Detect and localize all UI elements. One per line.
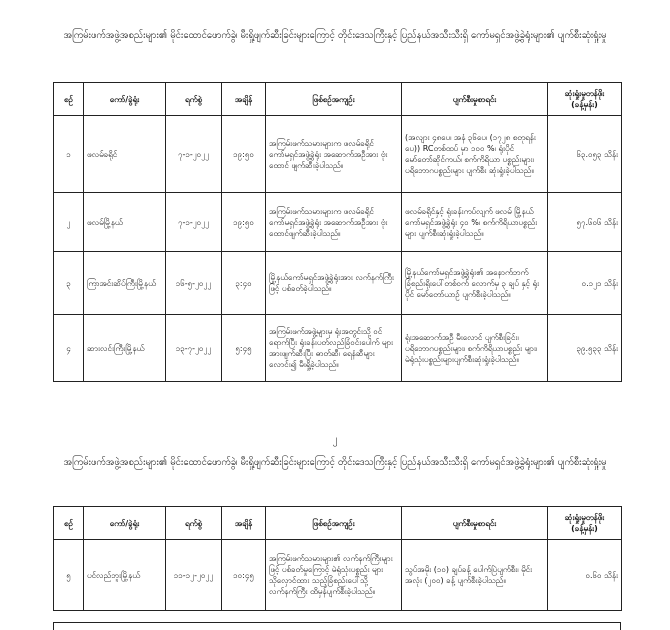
row-number: ၄ (54, 315, 84, 382)
row-number: ၁ (54, 116, 84, 193)
loss-value: ၆၃.၀၅၃ သိန်း (548, 116, 622, 193)
incident-date: ၁၆-၅-၂၀၂၂ (166, 252, 222, 315)
incident-date: ၁၃-၇-၂၀၂၂ (166, 315, 222, 382)
incident-date: ၇-၁-၂၀၂၂ (166, 193, 222, 252)
col-header-summary: ဖြစ်စဉ်အကျဉ်း (266, 507, 402, 540)
incident-time: ၁၉:၅၀ (222, 193, 266, 252)
col-header-time: အချိန် (222, 83, 266, 116)
incident-date: ၇-၁-၂၀၂၂ (166, 116, 222, 193)
loss-value: ၀.၁၂၁ သိန်း (548, 252, 622, 315)
damage-table-continued (53, 506, 622, 611)
page-number: ၂ (332, 434, 338, 445)
office-name: ပင်လည်ဘူးမြို့နယ် (84, 540, 166, 611)
col-header-time: အချိန် (222, 507, 266, 540)
row-number: ၅ (54, 540, 84, 611)
table-row (54, 116, 622, 193)
table-row (54, 540, 622, 611)
document-title-repeat: အကြမ်းဖက်အဖွဲ့အစည်းများ၏ မိုင်းထောင်ဖောက်ခွဲ၊ မီးရှို့ဖျက်ဆီးခြင်းများကြောင့် တိုင်းဒေသကြီးနှင့် ပြည်နယ်အသီးသီးရှိ ကော်မရှင်အဖွဲ့ခွဲရုံးများ၏ ပျက်စီးဆုံးရှုံးမှု (63, 457, 607, 468)
incident-summary: အကြမ်းဖက်သမားများက ဖလမ်ခရိုင်ကော်မရှင်အဖွဲ့ခွဲရုံး အဆောက်အဦအား ဗုံးထောင်ဖျက်ဆီးခဲ့ပါသည်။ (266, 193, 402, 252)
col-header-loss: ဆုံးရှုံးမှုတန်ဖိုး (ခန့်မှန်း) (548, 83, 622, 116)
office-name: ကြာအင်းဆိပ်ကြီးမြို့နယ် (84, 252, 166, 315)
row-number: ၃ (54, 252, 84, 315)
col-header-summary: ဖြစ်စဉ်အကျဉ်း (266, 83, 402, 116)
col-header-no: စဉ် (54, 507, 84, 540)
col-header-damage: ပျက်စီးမှုစာရင်း (402, 507, 548, 540)
incident-time: ၅:၄၅ (222, 315, 266, 382)
table-row (54, 315, 622, 382)
damage-list: မြို့နယ်ကော်မရှင်အဖွဲ့ခွဲရုံး၏ အနောက်ဘက် ခြံစည်းရိုးပေါ်တစ်ဝက် လောက်မှ ၃ ချပ် နှင့် ရုံးပိုင် မော်တော်ယာဉ် ပျက်စီးခဲ့ပါသည်။ (402, 252, 548, 315)
document-title: အကြမ်းဖက်အဖွဲ့အစည်းများ၏ မိုင်းထောင်ဖောက်ခွဲ၊ မီးရှို့ဖျက်ဆီးခြင်းများကြောင့် တိုင်းဒေသကြီးနှင့် ပြည်နယ်အသီးသီးရှိ ကော်မရှင်အဖွဲ့ခွဲရုံးများ၏ ပျက်စီးဆုံးရှုံးမှု (63, 30, 607, 41)
incident-time: ၁၉:၅၀ (222, 116, 266, 193)
office-name: ဖလမ်ခရိုင် (84, 116, 166, 193)
damage-list: (အလျား ၄၈ပေ၊ အနံ ၃၆ပေ၊ (၁၇၂၈ စတုရန်းပေ)) RCတစ်ထပ် မှာ ၁၀၀ %၊ ရုံးပိုင်မော်တော်ဆိုင်ကယ်၊ စက်ကိရိယာ ပစ္စည်းများ၊ ပရိဘောဂပစ္စည်းများ ပျက်စီး ဆုံးရှုံးခဲ့ပါသည်။ (402, 116, 548, 193)
incident-summary: မြို့နယ်ကော်မရှင်အဖွဲ့ခွဲရုံးအား လက်နက်ကြီး ဖြင့် ပစ်ခတ်ခဲ့ပါသည်။ (266, 252, 402, 315)
col-header-loss: ဆုံးရှုံးမှုတန်ဖိုး (ခန့်မှန်း) (548, 507, 622, 540)
loss-value: ၅၇.၆၀၆ သိန်း (548, 193, 622, 252)
incident-date: ၁၁-၁၂-၂၀၂၂ (166, 540, 222, 611)
damage-list: သွပ်အမိုး (၁၀) ချပ်ခန့် ပေါက်ပြဲပျက်စီး၊ မိုင်းအလုံး (၂၀၀) ခန့် ပျက်စီးခဲ့ပါသည်။ (402, 540, 548, 611)
office-name: ဖလမ်မြို့နယ် (84, 193, 166, 252)
row-number: ၂ (54, 193, 84, 252)
table-header-row (54, 83, 622, 116)
incident-summary: အကြမ်းဖက်သမားများက ဖလမ်ခရိုင်ကော်မရှင်အဖွဲ့ခွဲရုံး အဆောက်အဦအား ဗုံးထောင် ဖျက်ဆီးခဲ့ပါသည်။ (266, 116, 402, 193)
next-row-stub (53, 622, 621, 630)
col-header-date: ရက်စွဲ (166, 507, 222, 540)
loss-value: ၀.၆၀ သိန်း (548, 540, 622, 611)
office-name: ဆားလင်းကြီးမြို့နယ် (84, 315, 166, 382)
col-header-office: ကော်/ခွဲရုံး (84, 83, 166, 116)
incident-time: ၁၀:၄၅ (222, 540, 266, 611)
damage-list: ရုံးအဆောက်အဦ မီးလောင် ပျက်စီးခြင်း၊ ပရိဘောဂပစ္စည်းများ၊ စက်ကိရိယာပစ္စည်း များ၊ မဲရုံသုံးပစ္စည်းများပျက်စီးဆုံးရှုံးခဲ့ပါသည်။ (402, 315, 548, 382)
damage-list: ဖလမ်ခရိုင်နှင့် ရုံးခန်းကပ်လျက် ဖလမ် မြို့နယ် ကော်မရှင်အဖွဲ့ခွဲရုံး ၄၀ %၊ စက်ကိရိယာပစ္စည်းများ ပျက်စီးဆုံးရှုံးခဲ့ပါသည်။ (402, 193, 548, 252)
col-header-no: စဉ် (54, 83, 84, 116)
damage-table (53, 82, 622, 382)
incident-summary: အကြမ်းဖက်သမားများ၏ လက်နက်ကြီးများဖြင့် ပစ်ခတ်မှုကြောင့် မဲရုံသုံးပစ္စည်း များ သိုလှောင်ထား သည့်ခြံစည်းပေါ်သို့ လက်နက်ကြီး ထိမှန်ပျက်စီးခဲ့ပါသည်။ (266, 540, 402, 611)
incident-summary: အကြမ်းဖက်အဖွဲ့များမှ ရုံးအတွင်းသို့ ဝင်ရောက်ပြီး ရုံးခန်းပတ်လည်ခြံဝင်းပေါက် များအားဖျက်ဆီးပြီး ဓာတ်ဆီ၊ ရေနံဆီများ လောင်း၍ မီးရှို့ခဲ့ပါသည်။ (266, 315, 402, 382)
incident-time: ၃:၄၀ (222, 252, 266, 315)
table-row (54, 252, 622, 315)
col-header-date: ရက်စွဲ (166, 83, 222, 116)
col-header-damage: ပျက်စီးမှုစာရင်း (402, 83, 548, 116)
table-row (54, 193, 622, 252)
col-header-office: ကော်/ခွဲရုံး (84, 507, 166, 540)
table-header-row (54, 507, 622, 540)
loss-value: ၃၉.၅၃၃ သိန်း (548, 315, 622, 382)
